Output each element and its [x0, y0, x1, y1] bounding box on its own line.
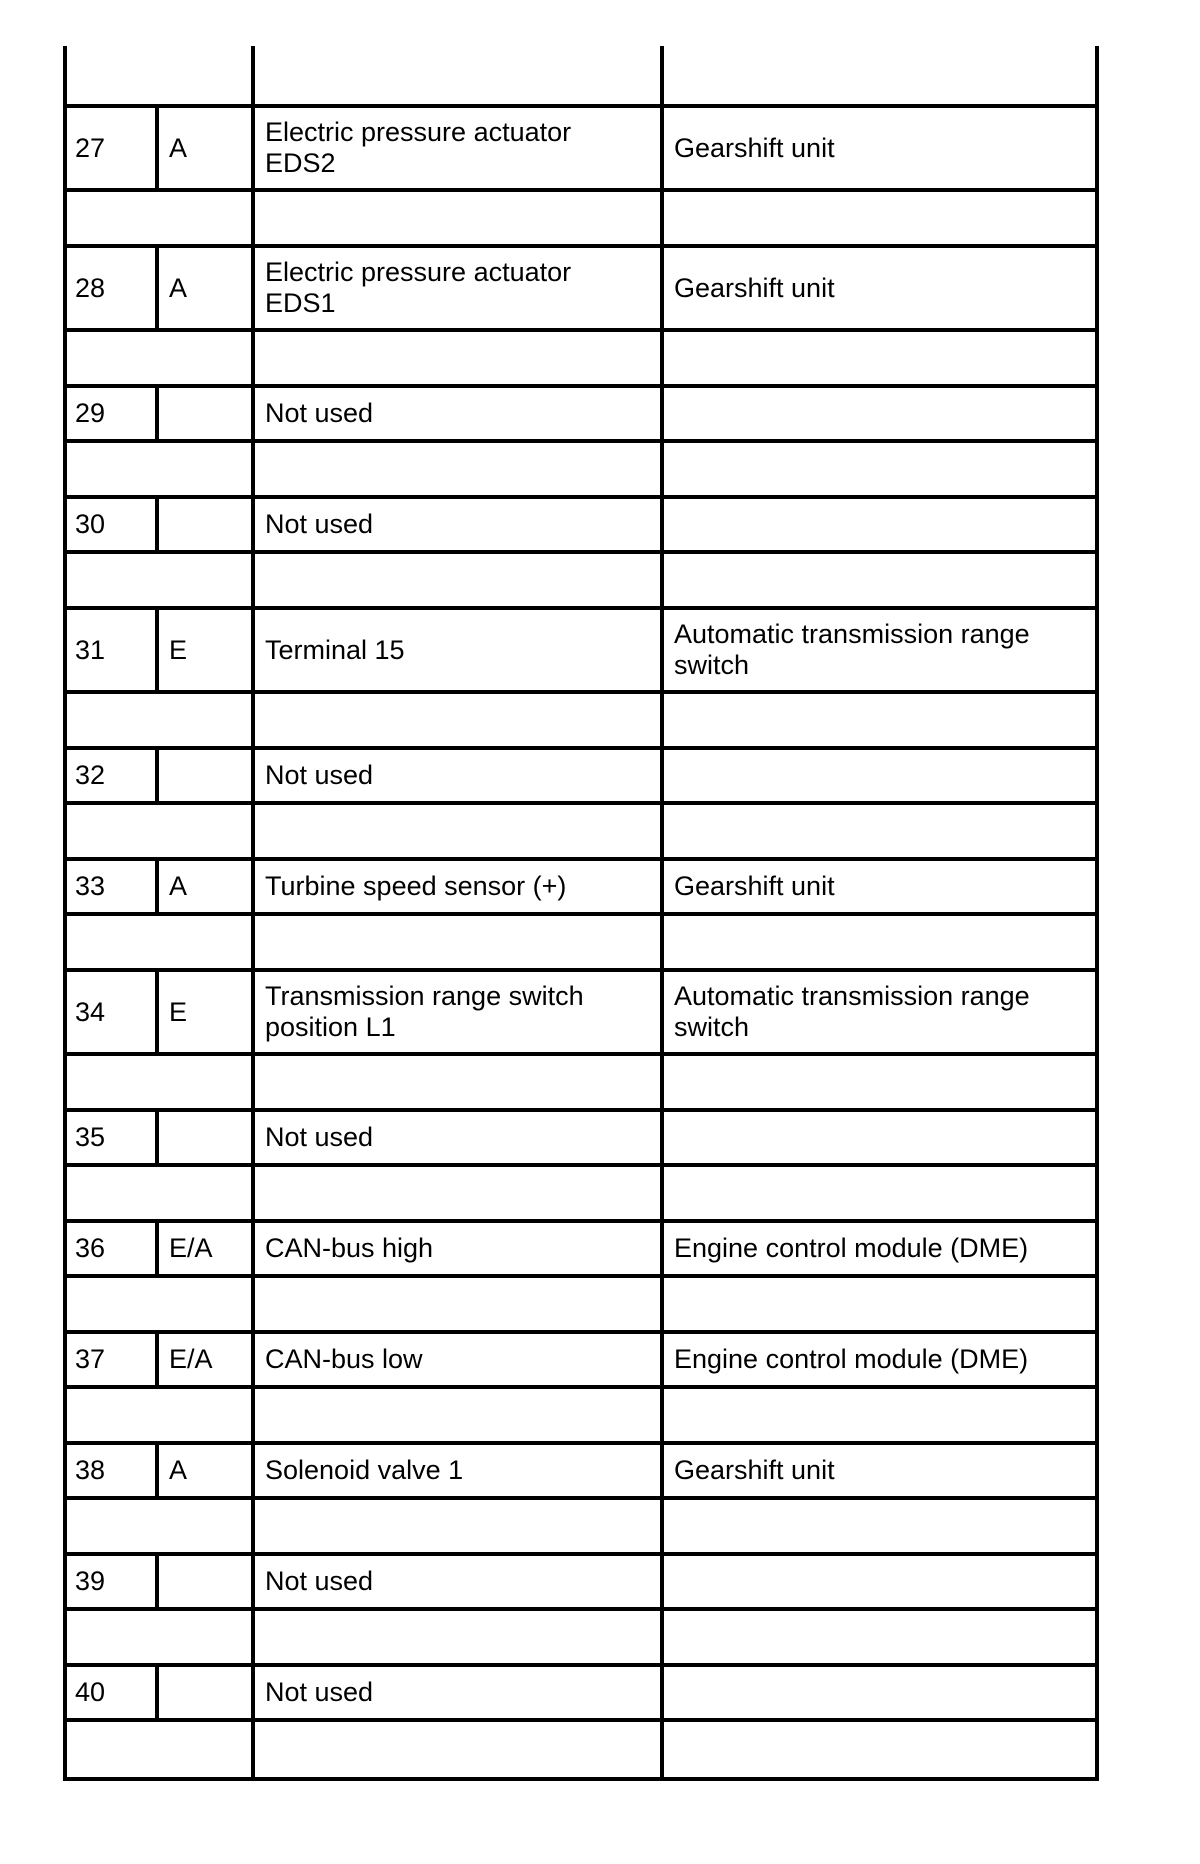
signal-description-line: Not used: [265, 1122, 374, 1152]
pin-type-line: E: [169, 634, 188, 665]
row-separator: [63, 801, 1099, 805]
pin-number-line: 31: [75, 634, 106, 665]
pin-number: [75, 248, 153, 328]
signal-description: [265, 388, 656, 439]
pin-number: [75, 1445, 153, 1496]
pin-number-line: 40: [75, 1677, 106, 1707]
pin-type-line: A: [169, 871, 188, 901]
pin-number: [75, 750, 153, 801]
column-divider-type: [155, 857, 159, 912]
row-separator: [63, 188, 1099, 192]
pin-number: [75, 861, 153, 912]
connected-component: [674, 1556, 1091, 1607]
signal-description-line: Solenoid valve 1: [265, 1455, 464, 1485]
signal-description: [265, 972, 656, 1052]
signal-description-line: Not used: [265, 398, 374, 428]
pin-number-line: 37: [75, 1344, 106, 1374]
column-divider-type: [155, 495, 159, 550]
signal-description-line: position L1: [265, 1012, 396, 1042]
signal-description-line: Transmission range switch: [265, 981, 584, 1011]
pin-number: [75, 1223, 153, 1274]
pin-type-line: E/A: [169, 1344, 213, 1374]
pin-number-line: 39: [75, 1566, 106, 1596]
pin-number: [75, 972, 153, 1052]
signal-description: [265, 499, 656, 550]
column-divider-type: [155, 1108, 159, 1163]
signal-description-line: Terminal 15: [265, 634, 405, 665]
row-separator: [63, 1607, 1099, 1611]
pin-number: [75, 610, 153, 690]
signal-description-line: CAN-bus high: [265, 1233, 434, 1263]
pin-number: [75, 1334, 153, 1385]
column-divider-type: [155, 606, 159, 690]
pin-type: [169, 108, 249, 188]
signal-description: [265, 1445, 656, 1496]
column-divider-type: [155, 384, 159, 439]
signal-description-line: Not used: [265, 1566, 374, 1596]
connected-component: [674, 248, 1091, 328]
pin-type-line: E: [169, 996, 188, 1027]
signal-description: [265, 1112, 656, 1163]
connected-component: [674, 1223, 1091, 1274]
connected-component: [674, 1112, 1091, 1163]
pin-number-line: 27: [75, 132, 106, 163]
connected-component-line: Gearshift unit: [674, 272, 835, 303]
connected-component-line: Gearshift unit: [674, 871, 835, 901]
signal-description-line: EDS1: [265, 288, 336, 318]
pin-type: [169, 1556, 249, 1607]
connected-component-line: Automatic transmission range: [674, 619, 1030, 649]
pin-type: [169, 1667, 249, 1718]
pin-type: [169, 861, 249, 912]
pin-type: [169, 1445, 249, 1496]
signal-description: [265, 861, 656, 912]
pin-type: [169, 248, 249, 328]
signal-description-line: Not used: [265, 760, 374, 790]
signal-description-line: Turbine speed sensor (+): [265, 871, 567, 901]
pin-type: [169, 1223, 249, 1274]
column-divider-type: [155, 1330, 159, 1385]
row-separator: [63, 912, 1099, 916]
row-separator: [63, 328, 1099, 332]
row-separator: [63, 690, 1099, 694]
connected-component: [674, 499, 1091, 550]
connected-component: [674, 1445, 1091, 1496]
signal-description-line: Not used: [265, 509, 374, 539]
row-separator: [63, 439, 1099, 443]
signal-description-line: Electric pressure actuator: [265, 117, 572, 147]
column-divider-type: [155, 1663, 159, 1718]
connected-component: [674, 861, 1091, 912]
connected-component: [674, 108, 1091, 188]
pin-number: [75, 1667, 153, 1718]
column-divider-type: [155, 104, 159, 188]
column-divider-type: [155, 746, 159, 801]
row-separator: [63, 1496, 1099, 1500]
signal-description-line: Not used: [265, 1677, 374, 1707]
connected-component: [674, 610, 1091, 690]
pin-type: [169, 1112, 249, 1163]
signal-description: [265, 248, 656, 328]
connected-component-line: Engine control module (DME): [674, 1344, 1029, 1374]
column-divider-type: [155, 244, 159, 328]
row-separator: [63, 1163, 1099, 1167]
connected-component: [674, 750, 1091, 801]
pin-type: [169, 499, 249, 550]
pin-number-line: 33: [75, 871, 106, 901]
pin-number-line: 36: [75, 1233, 106, 1263]
connected-component: [674, 972, 1091, 1052]
signal-description: [265, 1334, 656, 1385]
column-divider-type: [155, 1552, 159, 1607]
connected-component-line: Gearshift unit: [674, 132, 835, 163]
pin-number: [75, 108, 153, 188]
signal-description: [265, 1667, 656, 1718]
signal-description: [265, 750, 656, 801]
connected-component: [674, 1667, 1091, 1718]
pin-assignment-table: [63, 46, 1099, 1781]
pin-number-line: 38: [75, 1455, 106, 1485]
signal-description-line: CAN-bus low: [265, 1344, 423, 1374]
pin-type-line: A: [169, 132, 188, 163]
pin-type-line: A: [169, 272, 188, 303]
pin-type-line: A: [169, 1455, 188, 1485]
row-separator: [63, 1718, 1099, 1722]
row-separator: [63, 1052, 1099, 1056]
pin-number-line: 28: [75, 272, 106, 303]
pin-number-line: 30: [75, 509, 106, 539]
pin-type-line: E/A: [169, 1233, 213, 1263]
signal-description: [265, 108, 656, 188]
pin-number: [75, 499, 153, 550]
pin-number-line: 29: [75, 398, 106, 428]
pin-type: [169, 388, 249, 439]
pin-type: [169, 972, 249, 1052]
row-separator: [63, 1385, 1099, 1389]
column-divider-type: [155, 1441, 159, 1496]
pin-number-line: 32: [75, 760, 106, 790]
signal-description: [265, 1223, 656, 1274]
signal-description-line: Electric pressure actuator: [265, 257, 572, 287]
pin-number: [75, 1112, 153, 1163]
signal-description: [265, 610, 656, 690]
pin-type: [169, 1334, 249, 1385]
row-separator: [63, 1274, 1099, 1278]
signal-description-line: EDS2: [265, 148, 336, 178]
pin-type: [169, 610, 249, 690]
connected-component-line: Automatic transmission range: [674, 981, 1030, 1011]
row-separator: [63, 550, 1099, 554]
pin-number: [75, 388, 153, 439]
pin-number: [75, 1556, 153, 1607]
column-divider-type: [155, 968, 159, 1052]
connected-component-line: Gearshift unit: [674, 1455, 835, 1485]
connected-component: [674, 1334, 1091, 1385]
pin-type: [169, 750, 249, 801]
pin-number-line: 34: [75, 996, 106, 1027]
signal-description: [265, 1556, 656, 1607]
connected-component-line: switch: [674, 1012, 750, 1042]
connected-component: [674, 388, 1091, 439]
connected-component-line: Engine control module (DME): [674, 1233, 1029, 1263]
column-divider-type: [155, 1219, 159, 1274]
pin-number-line: 35: [75, 1122, 106, 1152]
table-bottom-border: [63, 1777, 1099, 1781]
connected-component-line: switch: [674, 650, 750, 680]
